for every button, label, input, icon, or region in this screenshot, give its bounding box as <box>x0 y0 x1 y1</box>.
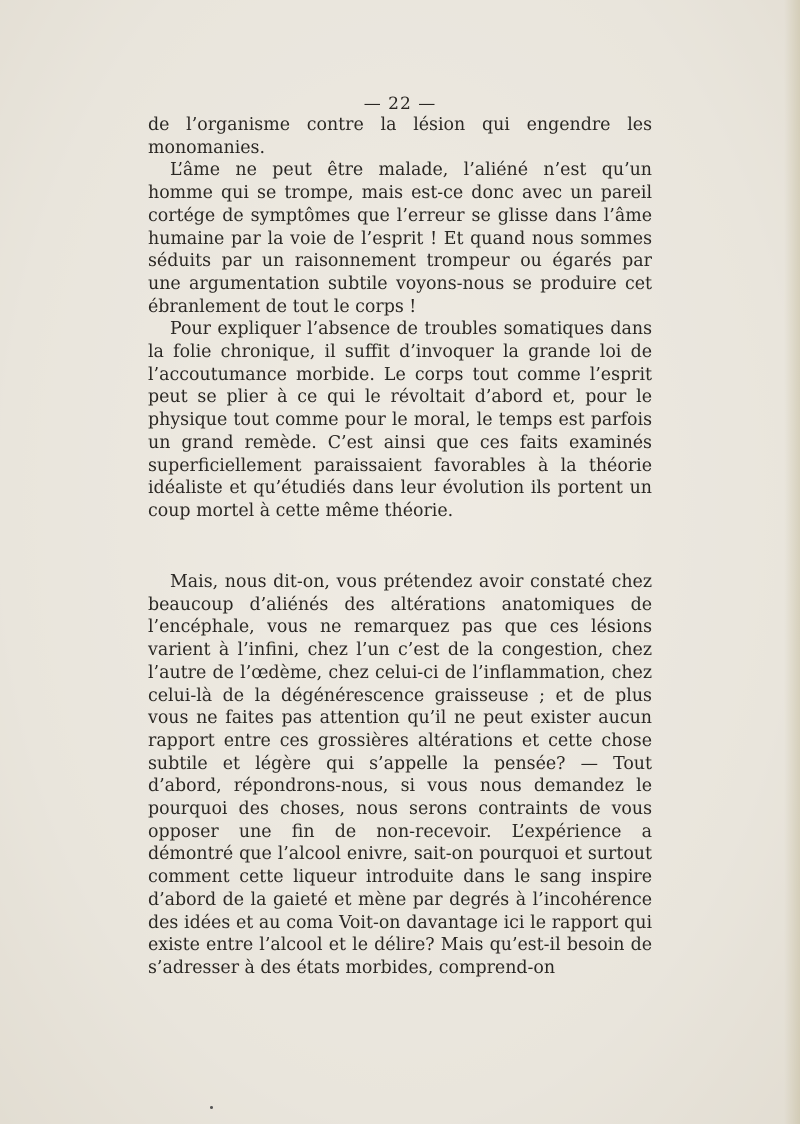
text-block-top <box>148 114 652 523</box>
paragraph: Mais, nous dit-on, vous prétendez avoir constaté chez beaucoup d’aliénés des altérations anatomiques de l’encéphale, vous ne remarquez pas que ces lésions varient à l’infini, chez l’un c’est de la congestion, chez l’autre de l’œdème, chez celui-ci de l’inflammation, chez celui-là de la dégénérescence graisseuse ; et de plus vous ne faites pas attention qu’il ne peut exister aucun rapport entre ces grossières altérations et cette chose subtile et légère qui s’appelle la pensée? — Tout d’abord, répondrons-nous, si vous nous demandez le pourquoi des choses, nous serons contraints de vous opposer une fin de non-recevoir. L’expérience a démontré que l’alcool enivre, sait-on pourquoi et surtout comment cette liqueur introduite dans le sang inspire d’abord de la gaieté et mène par degrés à l’incohérence des idées et au coma Voit-on davantage ici le rapport qui existe entre l’alcool et le délire? Mais qu’est-il besoin de s’adresser à des états morbides, comprend-on <box>148 572 652 978</box>
ink-speck <box>210 1106 213 1109</box>
paragraph-continuation: de l’organisme contre la lésion qui engendre les monomanies. <box>148 115 652 158</box>
page-edge <box>784 0 800 1124</box>
text-block-bottom <box>148 571 652 980</box>
paragraph: Pour expliquer l’absence de troubles somatiques dans la folie chronique, il suffit d’invoquer la grande loi de l’accoutumance morbide. Le corps tout comme l’esprit peut se plier à ce qui le révoltait d’abord et, pour le physique tout comme pour le moral, le temps est parfois un grand remède. C’est ainsi que ces faits examinés superficiellement paraissaient favorables à la théorie idéaliste et qu’étudiés dans leur évolution ils portent un coup mortel à cette même théorie. <box>148 319 652 521</box>
page-number: — 22 — <box>363 94 437 114</box>
paragraph: L’âme ne peut être malade, l’aliéné n’est qu’un homme qui se trompe, mais est-ce donc avec un pareil cortége de symptômes que l’erreur se glisse dans l’âme humaine par la voie de l’esprit ! Et quand nous sommes séduits par un raisonnement trompeur ou égarés par une argumentation subtile voyons-nous se produire cet ébranlement de tout le corps ! <box>148 160 652 317</box>
